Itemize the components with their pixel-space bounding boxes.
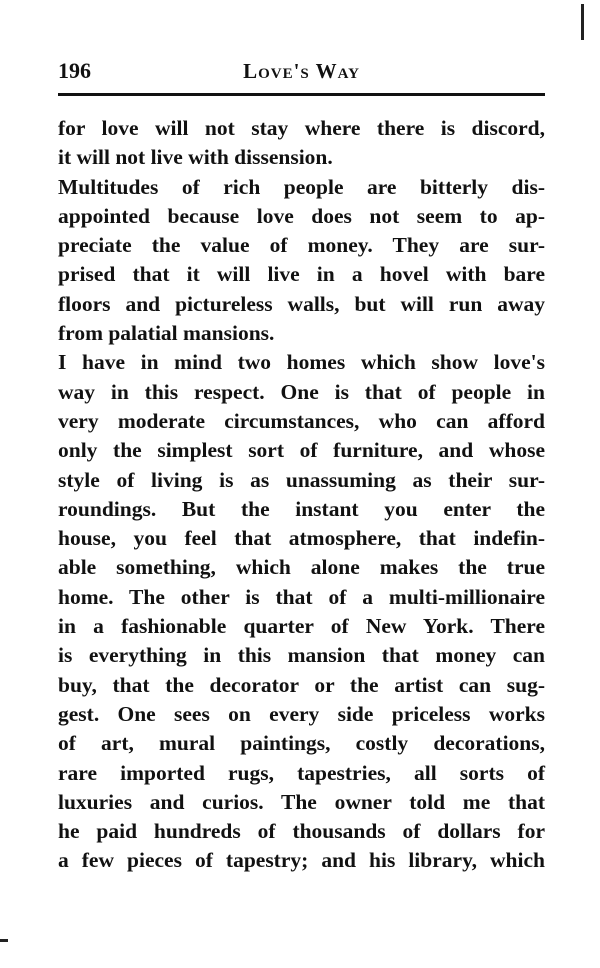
text-line: preciate the value of money. They are sur- <box>58 233 545 258</box>
text-line: it will not live with dissension. <box>58 145 333 170</box>
text-line: appointed because love does not seem to ap- <box>58 203 545 228</box>
text-line: able something, which alone makes the true <box>58 555 545 580</box>
scan-artifact-mark <box>0 939 8 942</box>
page-number: 196 <box>58 58 91 83</box>
running-title: Love's Way <box>243 59 360 83</box>
text-line: he paid hundreds of thousands of dollars for <box>58 819 545 844</box>
text-line: roundings. But the instant you enter the <box>58 496 545 521</box>
text-line: luxuries and curios. The owner told me that <box>58 789 545 814</box>
text-line: for love will not stay where there is discord, <box>58 116 545 140</box>
text-line: in a fashionable quarter of New York. There <box>58 614 545 639</box>
page-body-text <box>58 114 545 876</box>
text-line: very moderate circumstances, who can afford <box>58 408 545 433</box>
text-line: rare imported rugs, tapestries, all sorts of <box>58 760 545 785</box>
text-line: only the simplest sort of furniture, and whose <box>58 438 545 463</box>
text-line: buy, that the decorator or the artist can sug- <box>58 672 545 697</box>
text-line: a few pieces of tapestry; and his library, which <box>58 848 545 873</box>
text-line: Multitudes of rich people are bitterly dis- <box>58 174 545 199</box>
text-line: style of living is as unassuming as their sur- <box>58 467 545 492</box>
scan-artifact-mark <box>581 4 584 40</box>
text-line: I have in mind two homes which show love's <box>58 350 545 375</box>
text-line: of art, mural paintings, costly decorations, <box>58 731 545 756</box>
text-line: way in this respect. One is that of people in <box>58 379 545 404</box>
text-line: floors and pictureless walls, but will run away <box>58 291 545 316</box>
text-line: prised that it will live in a hovel with bare <box>58 262 545 287</box>
text-line: gest. One sees on every side priceless works <box>58 701 545 726</box>
text-line: house, you feel that atmosphere, that indefin- <box>58 526 545 551</box>
page-header <box>58 58 545 88</box>
text-line: from palatial mansions. <box>58 321 275 346</box>
header-rule <box>58 93 545 96</box>
text-line: is everything in this mansion that money can <box>58 643 545 668</box>
text-line: home. The other is that of a multi-millionaire <box>58 584 545 609</box>
